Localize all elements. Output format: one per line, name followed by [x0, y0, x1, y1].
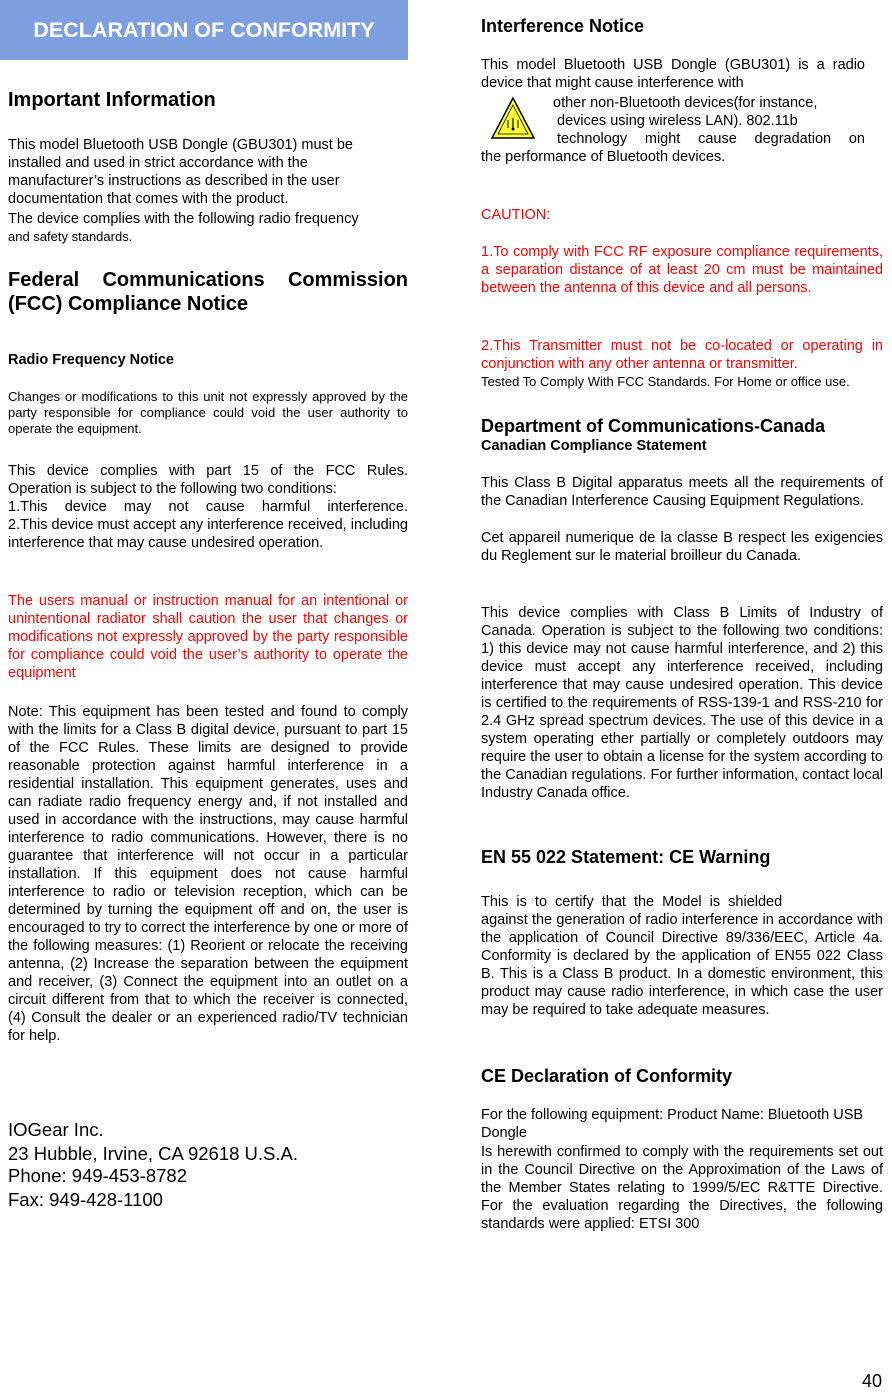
part15-condition-1: 1.This device may not cause harmful interference. [8, 499, 408, 515]
page-number: 40 [861, 1371, 882, 1391]
company-phone: Phone: 949-453-8782 [8, 1165, 187, 1186]
canada-english-paragraph: This Class B Digital apparatus meets all the requirements of the Canadian Interference Causing Equipment Regulations. [481, 475, 883, 509]
fcc-heading-line2: (FCC) Compliance Notice [8, 293, 249, 315]
radio-frequency-heading: Radio Frequency Notice [8, 352, 174, 368]
ce-equipment-line: For the following equipment: Product Name: Bluetooth USB Dongle [481, 1107, 864, 1141]
en55022-body: against the generation of radio interference in accordance with the application of Council Directive 89/336/EEC, Article 4a. Conformity is declared by the application of EN55 022 Class B. This is a Class B product. In a domestic environment, this product may cause radio interference, in which case the user may be required to take adequate measures. [481, 912, 883, 1018]
interference-line5: the performance of Bluetooth devices. [481, 149, 726, 165]
ce-declaration-heading: CE Declaration of Conformity [481, 1066, 733, 1086]
interference-line4: technology might cause degradation on [557, 131, 865, 147]
interference-heading: Interference Notice [481, 16, 645, 36]
declaration-banner: DECLARATION OF CONFORMITY [0, 0, 408, 60]
caution-item-2: 2.This Transmitter must not be co-located or operating in conjunction with any other antenna or transmitter. [481, 338, 883, 372]
company-name: IOGear Inc. [8, 1119, 104, 1140]
canada-french-paragraph: Cet appareil numerique de la classe B respect les exigencies du Reglement sur le material broilleur du Canada. [481, 530, 883, 564]
part15-intro: This device complies with part 15 of the FCC Rules. Operation is subject to the following two conditions: [8, 463, 408, 497]
part15-condition-2: 2.This device must accept any interference received, including interference that may cause undesired operation. [8, 517, 408, 551]
important-paragraph-3: and safety standards. [8, 229, 133, 244]
interference-line2: other non-Bluetooth devices(for instance, [553, 95, 818, 111]
canada-subheading: Canadian Compliance Statement [481, 438, 707, 454]
en55022-heading: EN 55 022 Statement: CE Warning [481, 847, 771, 867]
important-paragraph: This model Bluetooth USB Dongle (GBU301) must be installed and used in strict accordance with the manufacturer’s instructions as described in the user documentation that comes with the product. [8, 137, 353, 207]
important-information-heading: Important Information [8, 89, 216, 111]
fcc-heading-line1: Federal Communications Commission [8, 269, 408, 291]
rf-paragraph: Changes or modifications to this unit not expressly approved by the party responsible for compliance could void the user authority to operate the equipment. [8, 389, 408, 436]
canada-industry-paragraph: This device complies with Class B Limits of Industry of Canada. Operation is subject to the following two conditions: 1) this device may not cause harmful interference, and 2) this device must accept any interference received, including interference that may cause undesired operation. This device is certified to the requirements of RSS-139-1 and RSS-210 for 2.4 GHz spread spectrum devices. The use of this device in a system operating ether partially or completely outdoors may require the user to obtain a license for the system according to the Canadian regulations. For further information, contact local Industry Canada office. [481, 605, 883, 801]
caution-item-1: 1.To comply with FCC RF exposure compliance requirements, a separation distance of at least 20 cm must be maintained between the antenna of this device and all persons. [481, 244, 883, 296]
interference-line3: devices using wireless LAN). 802.11b [557, 113, 798, 129]
en55022-intro: This is to certify that the Model is shielded [481, 894, 783, 910]
warning-triangle-icon [490, 96, 536, 140]
interference-line1: This model Bluetooth USB Dongle (GBU301) is a radio device that might cause interference with [481, 57, 865, 91]
caution-heading: CAUTION: [481, 207, 551, 223]
ce-body: Is herewith confirmed to comply with the requirements set out in the Council Directive on the Approximation of the Laws of the Member States relating to 1999/5/EC R&TTE Directive. For the evaluation regarding the Directives, the following standards were applied: ETSI 300 [481, 1144, 883, 1232]
company-fax: Fax: 949-428-1100 [8, 1189, 163, 1210]
canada-heading: Department of Communications-Canada [481, 416, 826, 436]
company-address: 23 Hubble, Irvine, CA 92618 U.S.A. [8, 1143, 299, 1164]
manual-caution-red: The users manual or instruction manual for an intentional or unintentional radiator shall caution the user that changes or modifications not expressly approved by the party responsible for compliance could void the user’s authority to operate the equipment [8, 593, 408, 681]
note-paragraph: Note: This equipment has been tested and found to comply with the limits for a Class B digital device, pursuant to part 15 of the FCC Rules. These limits are designed to provide reasonable protection against harmful interference in a residential installation. This equipment generates, uses and can radiate radio frequency energy and, if not installed and used in accordance with the instructions, may cause harmful interference to radio communications. However, there is no guarantee that interference will not occur in a particular installation. If this equipment does not cause harmful interference to radio or television reception, which can be determined by turning the equipment off and on, the user is encouraged to try to correct the interference by one or more of the following measures: (1) Reorient or relocate the receiving antenna, (2) Increase the separation between the equipment and receiver, (3) Connect the equipment into an outlet on a circuit different from that to which the receiver is connected, (4) Consult the dealer or an experienced radio/TV technician for help. [8, 704, 408, 1044]
tested-statement: Tested To Comply With FCC Standards. For Home or office use. [481, 374, 850, 389]
important-paragraph-2: The device complies with the following radio frequency [8, 211, 359, 227]
